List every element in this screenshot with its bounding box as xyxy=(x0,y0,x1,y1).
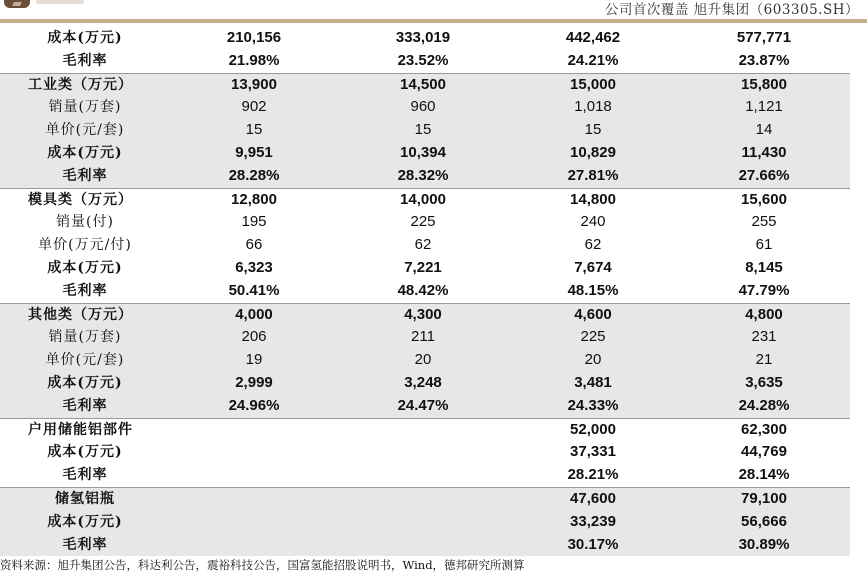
logo-mark-icon xyxy=(4,0,30,8)
table-cell: 33,239 xyxy=(508,511,678,534)
table-cell: 28.14% xyxy=(738,466,790,484)
table-cell: 3,481 xyxy=(508,372,678,395)
table-row xyxy=(0,487,850,510)
table-cell: 14,500 xyxy=(338,73,508,96)
table-cell: 48.42% xyxy=(397,281,449,299)
table-cell: 47.79% xyxy=(738,281,790,299)
row-label: 储氢铝瓶 xyxy=(0,487,170,510)
table-cell: 61 xyxy=(755,236,773,254)
table-cell: 1,018 xyxy=(508,96,678,119)
table-row xyxy=(0,211,850,234)
table-cell: 225 xyxy=(508,326,678,349)
table-cell: 6,323 xyxy=(235,258,273,276)
source-footnote: 资料来源：旭升集团公告，科达利公告，震裕科技公告，国富氢能招股说明书，Wind，德邦研究所测算 xyxy=(0,558,525,572)
row-label: 毛利率 xyxy=(0,165,170,188)
table-cell: 3,248 xyxy=(338,372,508,395)
row-label: 销量(付) xyxy=(56,214,114,231)
table-row xyxy=(0,165,850,188)
table-cell: 902 xyxy=(170,96,338,119)
table-cell: 24.28% xyxy=(678,395,850,418)
table-cell: 23.87% xyxy=(738,51,790,69)
table-cell: 27.66% xyxy=(678,165,850,188)
row-label: 成本(万元) xyxy=(0,511,170,534)
table-row xyxy=(0,73,850,96)
table-cell: 240 xyxy=(580,213,606,231)
row-label: 模具类（万元） xyxy=(0,188,170,211)
table-row xyxy=(0,349,850,372)
table-cell: 211 xyxy=(338,326,508,349)
table-cell: 62,300 xyxy=(678,418,850,441)
row-label: 毛利率 xyxy=(0,534,170,557)
table-cell: 21.98% xyxy=(228,51,280,69)
table-cell xyxy=(170,418,338,441)
table-cell: 14 xyxy=(678,119,850,142)
data-table-container xyxy=(0,27,867,556)
table-cell xyxy=(338,441,508,464)
table-cell: 27.81% xyxy=(508,165,678,188)
table-cell xyxy=(170,534,338,557)
financial-table-body xyxy=(0,27,850,556)
table-cell: 24.33% xyxy=(508,395,678,418)
table-cell: 14,800 xyxy=(508,188,678,211)
table-cell: 21 xyxy=(678,349,850,372)
table-row xyxy=(0,96,850,119)
table-cell: 15 xyxy=(508,119,678,142)
table-cell: 12,800 xyxy=(170,188,338,211)
table-cell: 333,019 xyxy=(395,29,451,46)
table-cell: 577,771 xyxy=(736,29,792,46)
table-row xyxy=(0,188,850,211)
table-cell: 28.21% xyxy=(567,466,619,484)
table-cell: 255 xyxy=(751,213,777,231)
row-label: 销量(万套) xyxy=(0,326,170,349)
table-cell: 24.21% xyxy=(567,51,619,69)
table-cell: 13,900 xyxy=(170,73,338,96)
table-cell: 15 xyxy=(338,119,508,142)
table-cell: 24.47% xyxy=(338,395,508,418)
table-cell: 52,000 xyxy=(508,418,678,441)
row-label: 成本(万元) xyxy=(47,259,123,276)
table-row xyxy=(0,142,850,165)
row-label: 成本(万元) xyxy=(47,30,123,46)
table-cell: 15,600 xyxy=(678,188,850,211)
table-cell: 4,600 xyxy=(508,303,678,326)
financial-table xyxy=(0,27,850,556)
table-row xyxy=(0,372,850,395)
table-cell: 28.28% xyxy=(170,165,338,188)
logo-wordmark xyxy=(36,0,84,4)
table-cell: 15,800 xyxy=(678,73,850,96)
table-cell: 195 xyxy=(241,213,267,231)
table-cell: 56,666 xyxy=(678,511,850,534)
table-cell xyxy=(338,418,508,441)
table-cell: 30.17% xyxy=(508,534,678,557)
table-row xyxy=(0,418,850,441)
table-cell: 62 xyxy=(584,236,602,254)
table-cell: 8,145 xyxy=(745,258,783,276)
row-label: 毛利率 xyxy=(62,52,108,69)
table-cell: 4,800 xyxy=(678,303,850,326)
table-cell: 10,394 xyxy=(338,142,508,165)
table-cell xyxy=(170,441,338,464)
table-row xyxy=(0,119,850,142)
table-row xyxy=(0,326,850,349)
table-cell xyxy=(338,487,508,510)
row-label: 毛利率 xyxy=(62,467,108,484)
table-cell: 206 xyxy=(170,326,338,349)
table-cell: 3,635 xyxy=(678,372,850,395)
table-cell: 15 xyxy=(170,119,338,142)
row-label: 销量(万套) xyxy=(0,96,170,119)
table-cell: 20 xyxy=(338,349,508,372)
row-label: 成本(万元) xyxy=(47,444,123,461)
row-label: 毛利率 xyxy=(0,395,170,418)
table-cell: 37,331 xyxy=(570,443,616,461)
table-cell: 7,674 xyxy=(574,258,612,276)
table-cell: 1,121 xyxy=(678,96,850,119)
row-label: 工业类（万元） xyxy=(0,73,170,96)
table-cell: 79,100 xyxy=(678,487,850,510)
table-cell xyxy=(338,511,508,534)
table-row xyxy=(0,511,850,534)
table-cell: 23.52% xyxy=(397,51,449,69)
table-cell xyxy=(338,534,508,557)
table-cell xyxy=(170,511,338,534)
table-cell: 9,951 xyxy=(170,142,338,165)
header-divider xyxy=(0,19,867,23)
table-cell: 19 xyxy=(170,349,338,372)
table-row xyxy=(0,50,850,73)
table-row xyxy=(0,303,850,326)
table-cell: 28.32% xyxy=(338,165,508,188)
table-cell: 225 xyxy=(410,213,436,231)
table-row xyxy=(0,441,850,464)
table-cell: 231 xyxy=(678,326,850,349)
table-row xyxy=(0,280,850,303)
table-cell: 10,829 xyxy=(508,142,678,165)
table-cell: 15,000 xyxy=(508,73,678,96)
row-label: 成本(万元) xyxy=(0,142,170,165)
table-row xyxy=(0,234,850,257)
table-cell: 4,300 xyxy=(338,303,508,326)
table-row xyxy=(0,257,850,280)
table-cell: 960 xyxy=(338,96,508,119)
table-cell: 20 xyxy=(508,349,678,372)
table-row xyxy=(0,464,850,487)
row-label: 单价(元/套) xyxy=(0,119,170,142)
table-cell: 48.15% xyxy=(567,281,619,299)
row-label: 单价(元/套) xyxy=(0,349,170,372)
table-cell: 14,000 xyxy=(338,188,508,211)
row-label: 成本(万元) xyxy=(0,372,170,395)
table-cell: 66 xyxy=(245,236,263,254)
table-cell: 30.89% xyxy=(678,534,850,557)
table-cell: 44,769 xyxy=(741,443,787,461)
table-cell xyxy=(170,464,338,487)
table-row xyxy=(0,534,850,557)
table-cell: 24.96% xyxy=(170,395,338,418)
table-cell: 62 xyxy=(414,236,432,254)
table-cell: 4,000 xyxy=(170,303,338,326)
page-header: 公司首次覆盖 旭升集团（603305.SH） xyxy=(604,2,859,18)
table-cell: 7,221 xyxy=(404,258,442,276)
row-label: 单价(万元/付) xyxy=(38,237,132,254)
table-cell: 47,600 xyxy=(508,487,678,510)
row-label: 户用储能铝部件 xyxy=(0,418,170,441)
table-cell: 2,999 xyxy=(170,372,338,395)
table-row xyxy=(0,27,850,50)
table-cell xyxy=(170,487,338,510)
table-cell: 50.41% xyxy=(228,281,280,299)
table-cell: 11,430 xyxy=(678,142,850,165)
row-label: 毛利率 xyxy=(62,282,108,299)
row-label: 其他类（万元） xyxy=(0,303,170,326)
table-cell xyxy=(338,464,508,487)
table-cell: 210,156 xyxy=(226,29,282,46)
table-row xyxy=(0,395,850,418)
table-cell: 442,462 xyxy=(565,29,621,46)
